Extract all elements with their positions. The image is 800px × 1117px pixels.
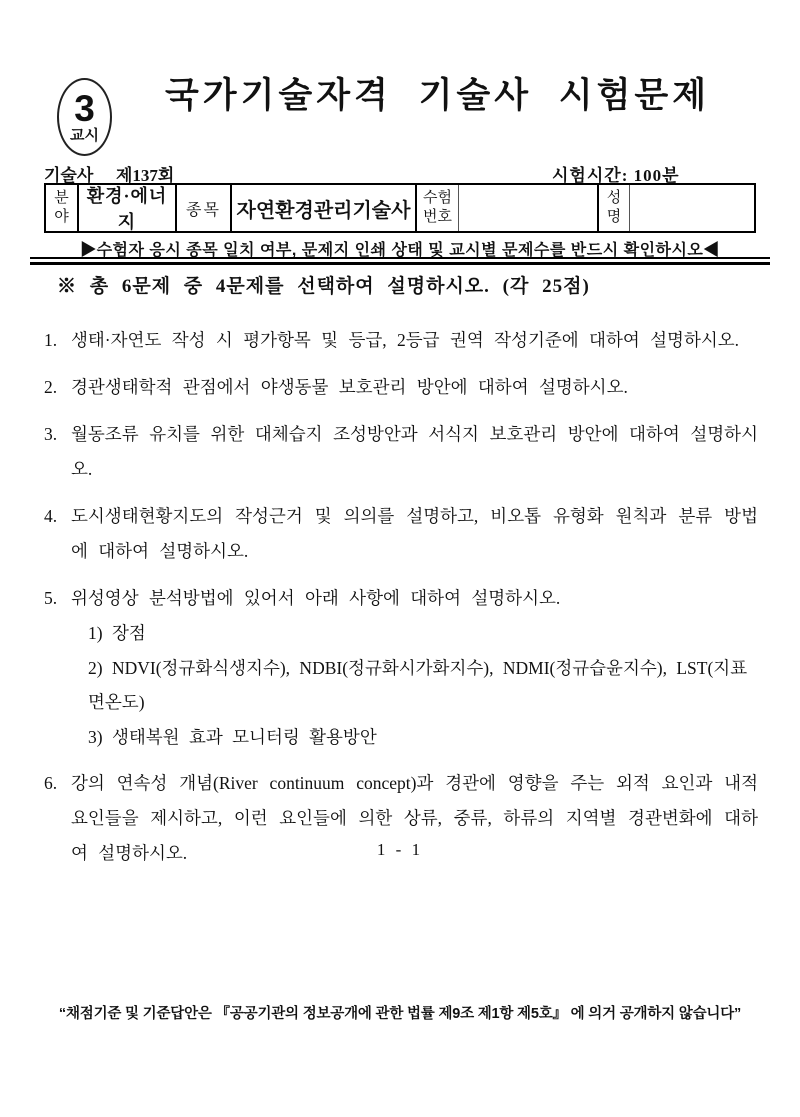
question-5-subitem-1: 1) 장점 (88, 623, 146, 643)
name-field (630, 185, 754, 231)
name-label-cell (599, 185, 630, 231)
exam-number-label: 수험번호 (423, 190, 452, 225)
question-6-text: 강의 연속성 개념(River continuum concept)과 경관에 영향을 주는 외적 요인과 내적 요인들을 제시하고, 이런 요인들에 의한 상류, 중류, 하류의 지역별 경관변화에 대하여 설명하시오. (71, 773, 758, 863)
subject-value: 자연환경관리기술사 (236, 199, 411, 222)
field-label-cell (46, 185, 79, 231)
name-label: 성명 (606, 190, 622, 225)
question-5-text: 위성영상 분석방법에 있어서 아래 사항에 대하여 설명하시오. (71, 588, 561, 608)
question-2-text: 경관생태학적 관점에서 야생동물 보호관리 방안에 대하여 설명하시오. (71, 377, 628, 397)
footer-disclosure-note: “채점기준 및 기준답안은 『공공기관의 정보공개에 관한 법률 제9조 제1항 제5호』 에 의거 공개하지 않습니다” (58, 1006, 742, 1022)
field-label: 분야 (54, 190, 69, 225)
question-1 (44, 323, 758, 358)
question-2-number: 2. (44, 377, 58, 397)
page-number: 1 - 1 (376, 840, 424, 859)
question-1-number: 1. (44, 330, 58, 350)
session-number: 3 (74, 87, 95, 129)
exam-info-row (44, 161, 756, 185)
exam-number-field (459, 185, 599, 231)
candidate-info-table (44, 183, 756, 233)
session-label: 교시 (70, 126, 99, 144)
exam-duration: 시험시간: 100분 (552, 166, 680, 185)
session-badge (57, 78, 112, 156)
exam-number-label-cell (417, 185, 459, 231)
exam-round: 제137회 (116, 166, 175, 185)
exam-type: 기술사 (44, 166, 94, 185)
question-5-number: 5. (44, 588, 58, 608)
field-value: 환경·에너지 (86, 186, 168, 232)
question-1-text: 생태·자연도 작성 시 평가항목 및 등급, 2등급 권역 작성기준에 대하여 설명하시오. (71, 330, 740, 350)
question-2 (44, 370, 758, 405)
question-4 (44, 499, 758, 569)
question-3-number: 3. (44, 424, 58, 444)
check-notice: ▶수험자 응시 종목 일치 여부, 문제지 인쇄 상태 및 교시별 문제수를 반드시 확인하시오◀ (80, 242, 720, 259)
question-5-subitem-3: 3) 생태복원 효과 모니터링 활용방안 (88, 726, 377, 747)
field-value-cell (79, 185, 177, 231)
question-4-text: 도시생태현황지도의 작성근거 및 의의를 설명하고, 비오톱 유형화 원칙과 분류 방법에 대하여 설명하시오. (71, 506, 758, 561)
page-title: 국가기술자격 기술사 시험문제 (165, 76, 711, 115)
question-5-subitem-2: 2) NDVI(정규화식생지수), NDBI(정규화시가화지수), NDMI(정규습윤지수), LST(지표면온도) (88, 657, 748, 712)
subject-value-cell (232, 185, 417, 231)
question-4-number: 4. (44, 506, 58, 526)
question-6-number: 6. (44, 773, 58, 793)
divider-double-rule (30, 257, 770, 265)
question-list (44, 323, 758, 883)
question-3-text: 월동조류 유치를 위한 대체습지 조성방안과 서식지 보호관리 방안에 대하여 설명하시오. (71, 424, 758, 479)
selection-instruction: ※ 총 6문제 중 4문제를 선택하여 설명하시오. (각 25점) (57, 276, 590, 297)
question-3 (44, 417, 758, 487)
subject-label: 종목 (186, 201, 221, 219)
subject-label-cell (177, 185, 232, 231)
question-5 (44, 581, 758, 754)
